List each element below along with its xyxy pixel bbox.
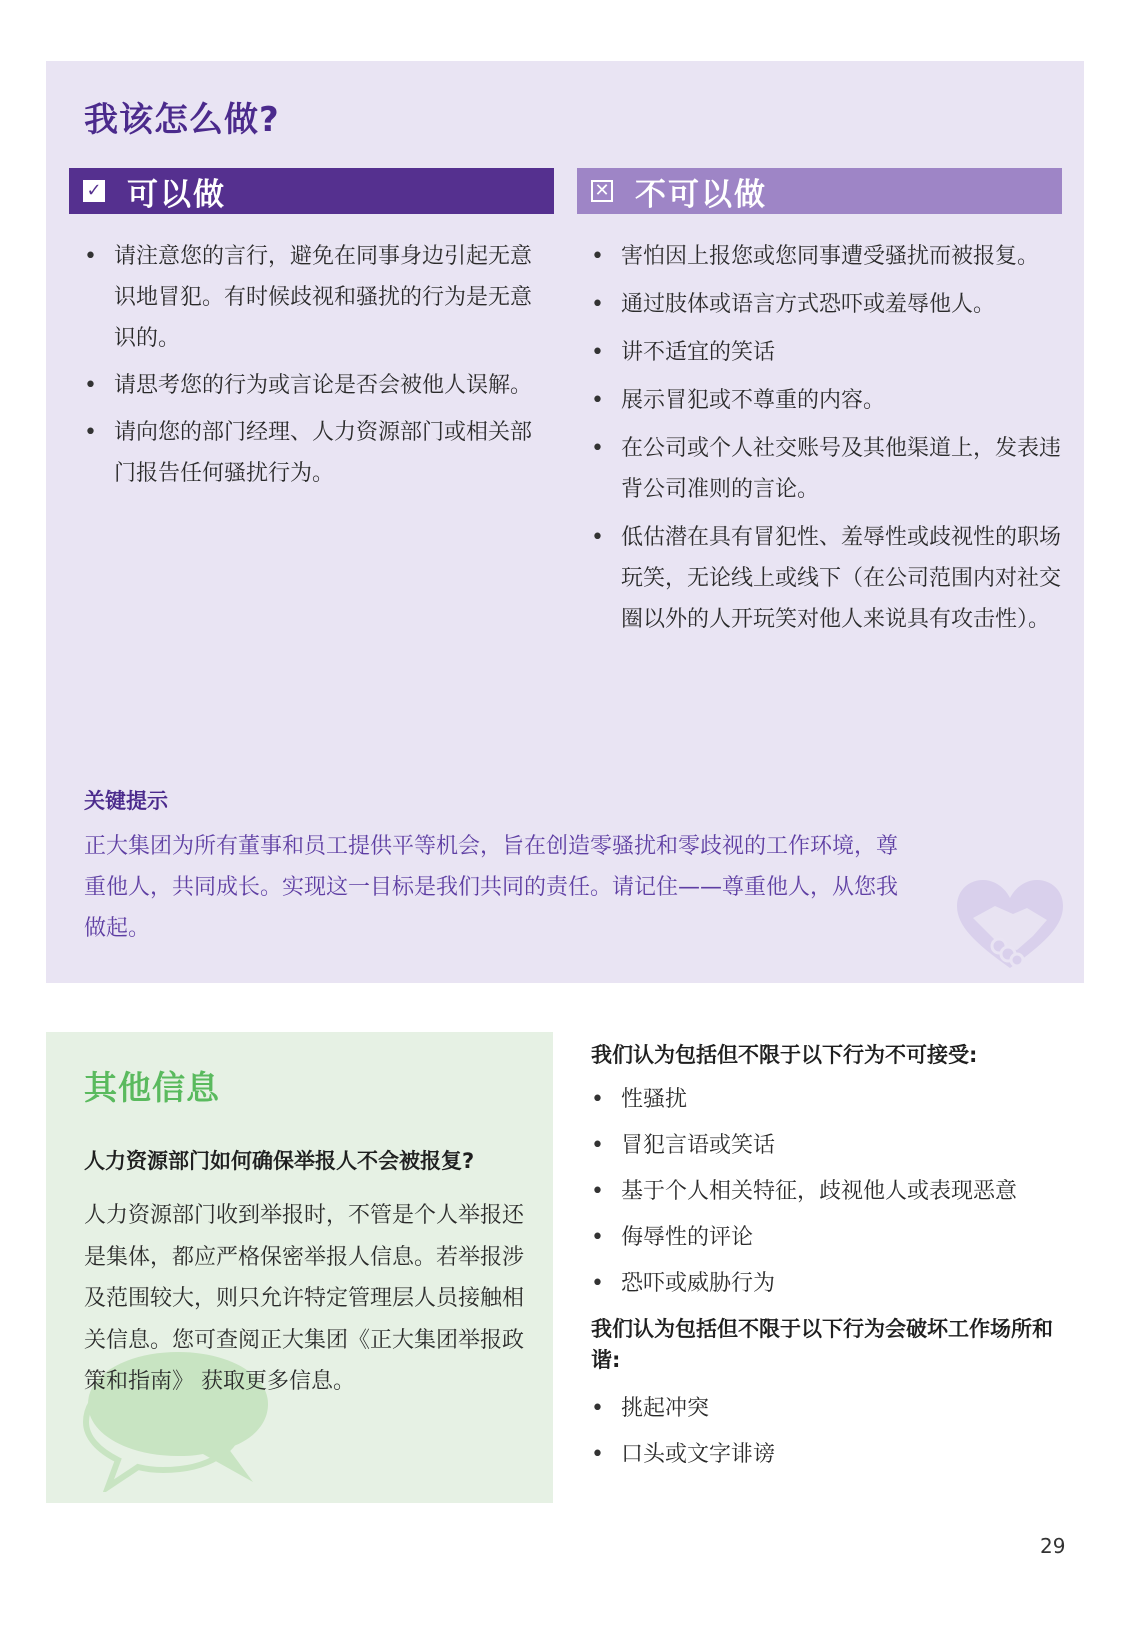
list-item: • 冒犯言语或笑话 — [591, 1123, 1061, 1169]
list-item: • 请注意您的言行，避免在同事身边引起无意识地冒犯。有时候歧视和骚扰的行为是无意识的。 — [84, 236, 544, 359]
unacceptable-heading: 我们认为包括但不限于以下行为不可接受: — [591, 1043, 978, 1067]
page-number: 29 — [1040, 1534, 1066, 1558]
harmony-heading: 我们认为包括但不限于以下行为会破坏工作场所和谐: — [591, 1317, 1053, 1372]
key-tip-title: 关键提示 — [84, 789, 168, 813]
checkbox-x-icon: ✕ — [591, 180, 613, 202]
harmony-list — [591, 1386, 1061, 1478]
unacceptable-list — [591, 1077, 1061, 1307]
key-tip-text: 正大集团为所有董事和员工提供平等机会，旨在创造零骚扰和零歧视的工作环境，尊重他人，共同成长。实现这一目标是我们共同的责任。请记住——尊重他人，从您我做起。 — [84, 834, 899, 941]
can-do-list — [84, 236, 544, 500]
list-item: • 展示冒犯或不尊重的内容。 — [591, 380, 1061, 421]
list-item: • 基于个人相关特征，歧视他人或表现恶意 — [591, 1169, 1061, 1215]
page-title: 我该怎么做? — [84, 100, 280, 140]
list-item: • 害怕因上报您或您同事遭受骚扰而被报复。 — [591, 236, 1061, 277]
checkbox-checked-icon: ✓ — [83, 180, 105, 202]
list-item: • 低估潜在具有冒犯性、羞辱性或歧视性的职场玩笑，无论线上或线下（在公司范围内对社交圈以外的人开玩笑对他人来说具有攻击性）。 — [591, 517, 1061, 640]
cannot-do-title: 不可以做 — [635, 176, 767, 213]
can-do-header — [69, 168, 554, 214]
list-item: • 挑起冲突 — [591, 1386, 1061, 1432]
list-item: • 性骚扰 — [591, 1077, 1061, 1123]
other-info-title: 其他信息 — [84, 1068, 220, 1107]
cannot-do-header — [577, 168, 1062, 214]
list-item: • 在公司或个人社交账号及其他渠道上，发表违背公司准则的言论。 — [591, 428, 1061, 510]
list-item: • 通过肢体或语言方式恐吓或羞辱他人。 — [591, 284, 1061, 325]
list-item: • 请向您的部门经理、人力资源部门或相关部门报告任何骚扰行为。 — [84, 412, 544, 494]
can-do-title: 可以做 — [127, 176, 226, 213]
list-item: • 讲不适宜的笑话 — [591, 332, 1061, 373]
list-item: • 恐吓或威胁行为 — [591, 1261, 1061, 1307]
handshake-heart-icon — [955, 878, 1065, 973]
list-item: • 请思考您的行为或言论是否会被他人误解。 — [84, 365, 544, 406]
list-item: • 侮辱性的评论 — [591, 1215, 1061, 1261]
cannot-do-list — [591, 236, 1061, 647]
other-info-panel — [46, 1032, 553, 1503]
other-info-question: 人力资源部门如何确保举报人不会被报复? — [84, 1149, 475, 1173]
list-item: • 口头或文字诽谤 — [591, 1432, 1061, 1478]
other-info-answer: 人力资源部门收到举报时，不管是个人举报还是集体，都应严格保密举报人信息。若举报涉及范围较大，则只允许特定管理层人员接触相关信息。您可查阅正大集团《正大集团举报政策和指南》 获取更多信息。 — [84, 1203, 525, 1394]
